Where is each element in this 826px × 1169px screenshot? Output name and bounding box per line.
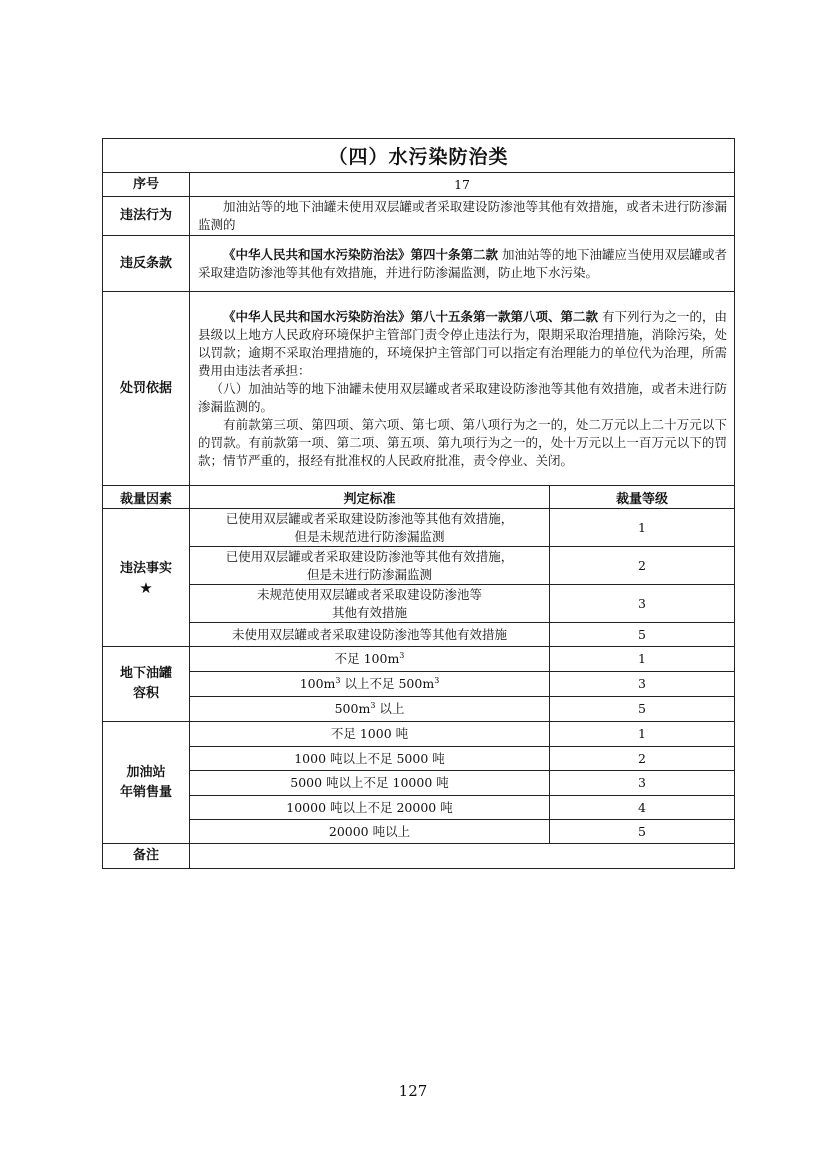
- penalty-basis-item-8: （八）加油站等的地下油罐未使用双层罐或者采取建设防渗池等其他有效措施，或者未进行防渗漏监测的。: [198, 380, 728, 414]
- sales-standard: 5000 吨以上不足 10000 吨: [190, 771, 550, 796]
- violation-text: 加油站等的地下油罐未使用双层罐或者采取建设防渗池等其他有效措施，或者未进行防渗漏监测的: [190, 197, 735, 236]
- table-row: [103, 585, 735, 623]
- table-row: [103, 647, 735, 672]
- table-row: [103, 509, 735, 547]
- seq-label: 序号: [103, 173, 190, 197]
- violated-clause-label: 违反条款: [103, 236, 190, 292]
- penalty-basis-label: 处罚依据: [103, 292, 190, 486]
- violated-clause-row: [103, 236, 735, 292]
- sales-standard: 不足 1000 吨: [190, 722, 550, 747]
- sales-level: 2: [550, 747, 735, 771]
- tank-level: 1: [550, 647, 735, 672]
- table-row: [103, 771, 735, 796]
- facts-standard: 已使用双层罐或者采取建设防渗池等其他有效措施， 但是未规范进行防渗漏监测: [190, 509, 550, 547]
- penalty-basis-fines: 有前款第三项、第四项、第六项、第七项、第八项行为之一的，处二万元以上二十万元以下的罚款。有前款第一项、第二项、第五项、第九项行为之一的，处十万元以上一百万元以下的罚款；情节严重的，报经有批准权的人民政府批准，责令停业、关闭。: [198, 416, 728, 468]
- sales-standard: 20000 吨以上: [190, 820, 550, 844]
- penalty-basis-row: [103, 292, 735, 486]
- penalty-basis-text: 《中华人民共和国水污染防治法》第八十五条第一款第八项、第二款 有下列行为之一的，由县级以上地方人民政府环境保护主管部门责令停止违法行为，限期采取治理措施，消除污染，处以罚款；逾期不采取治理措施的，环境保护主管部门可以指定有治理能力的单位代为治理，所需费用由违法者承担： （八）加油站等的地下油罐未使用双层罐或者采取建设防渗池等其他有效措施，或者未进行防渗漏监测的。 有前款第三项、第四项、第六项、第七项、第八项行为之一的，处二万元以上二十万元以下的罚款。有前款第一项、第二项、第五项、第九项行为之一的，处十万元以上一百万元以下的罚款；情节严重的，报经有批准权的人民政府批准，责令停业、关闭。: [190, 292, 735, 486]
- page-number: 127: [398, 1082, 428, 1100]
- sales-level: 5: [550, 820, 735, 844]
- facts-standard: 已使用双层罐或者采取建设防渗池等其他有效措施， 但是未进行防渗漏监测: [190, 547, 550, 585]
- header-row: [103, 486, 735, 509]
- section-title: （四）水污染防治类: [103, 139, 735, 173]
- table-row: [103, 796, 735, 820]
- sales-level: 1: [550, 722, 735, 747]
- table-row: [103, 747, 735, 771]
- penalty-discretion-table: [102, 138, 735, 869]
- remarks-row: [103, 844, 735, 869]
- tank-standard: 不足 $100m^3$: [190, 647, 550, 672]
- seq-row: [103, 173, 735, 197]
- table-row: [103, 623, 735, 647]
- facts-level: 2: [550, 547, 735, 585]
- facts-level: 3: [550, 585, 735, 623]
- facts-standard: 未规范使用双层罐或者采取建设防渗池等 其他有效措施: [190, 585, 550, 623]
- table-row: [103, 697, 735, 722]
- tank-standard: $500m^3$ 以上: [190, 697, 550, 722]
- level-header: 裁量等级: [550, 486, 735, 509]
- facts-level: 1: [550, 509, 735, 547]
- violation-label: 违法行为: [103, 197, 190, 236]
- sales-level: 4: [550, 796, 735, 820]
- sales-standard: 10000 吨以上不足 20000 吨: [190, 796, 550, 820]
- tank-volume-label: 地下油罐 容积: [103, 647, 190, 722]
- penalty-basis-law: 《中华人民共和国水污染防治法》第八十五条第一款第八项、第二款: [223, 308, 599, 324]
- table-row: [103, 722, 735, 747]
- table-row: [103, 820, 735, 844]
- annual-sales-label: 加油站 年销售量: [103, 722, 190, 844]
- standard-header: 判定标准: [190, 486, 550, 509]
- violated-clause-text: 《中华人民共和国水污染防治法》第四十条第二款 加油站等的地下油罐应当使用双层罐或者采取建造防渗池等其他有效措施，并进行防渗漏监测，防止地下水污染。: [190, 236, 735, 292]
- tank-level: 3: [550, 672, 735, 697]
- facts-standard: 未使用双层罐或者采取建设防渗池等其他有效措施: [190, 623, 550, 647]
- violation-row: [103, 197, 735, 236]
- sales-standard: 1000 吨以上不足 5000 吨: [190, 747, 550, 771]
- tank-standard: $100m^3$ 以上不足 $500m^3$: [190, 672, 550, 697]
- facts-level: 5: [550, 623, 735, 647]
- sales-level: 3: [550, 771, 735, 796]
- tank-level: 5: [550, 697, 735, 722]
- seq-value: 17: [190, 173, 735, 197]
- table-row: [103, 672, 735, 697]
- remarks-label: 备注: [103, 844, 190, 869]
- facts-label: 违法事实 ★: [103, 509, 190, 647]
- star-icon: ★: [139, 578, 153, 597]
- table-row: [103, 547, 735, 585]
- factor-header: 裁量因素: [103, 486, 190, 509]
- remarks-value: [190, 844, 735, 869]
- violated-clause-law: 《中华人民共和国水污染防治法》第四十条第二款: [223, 246, 499, 262]
